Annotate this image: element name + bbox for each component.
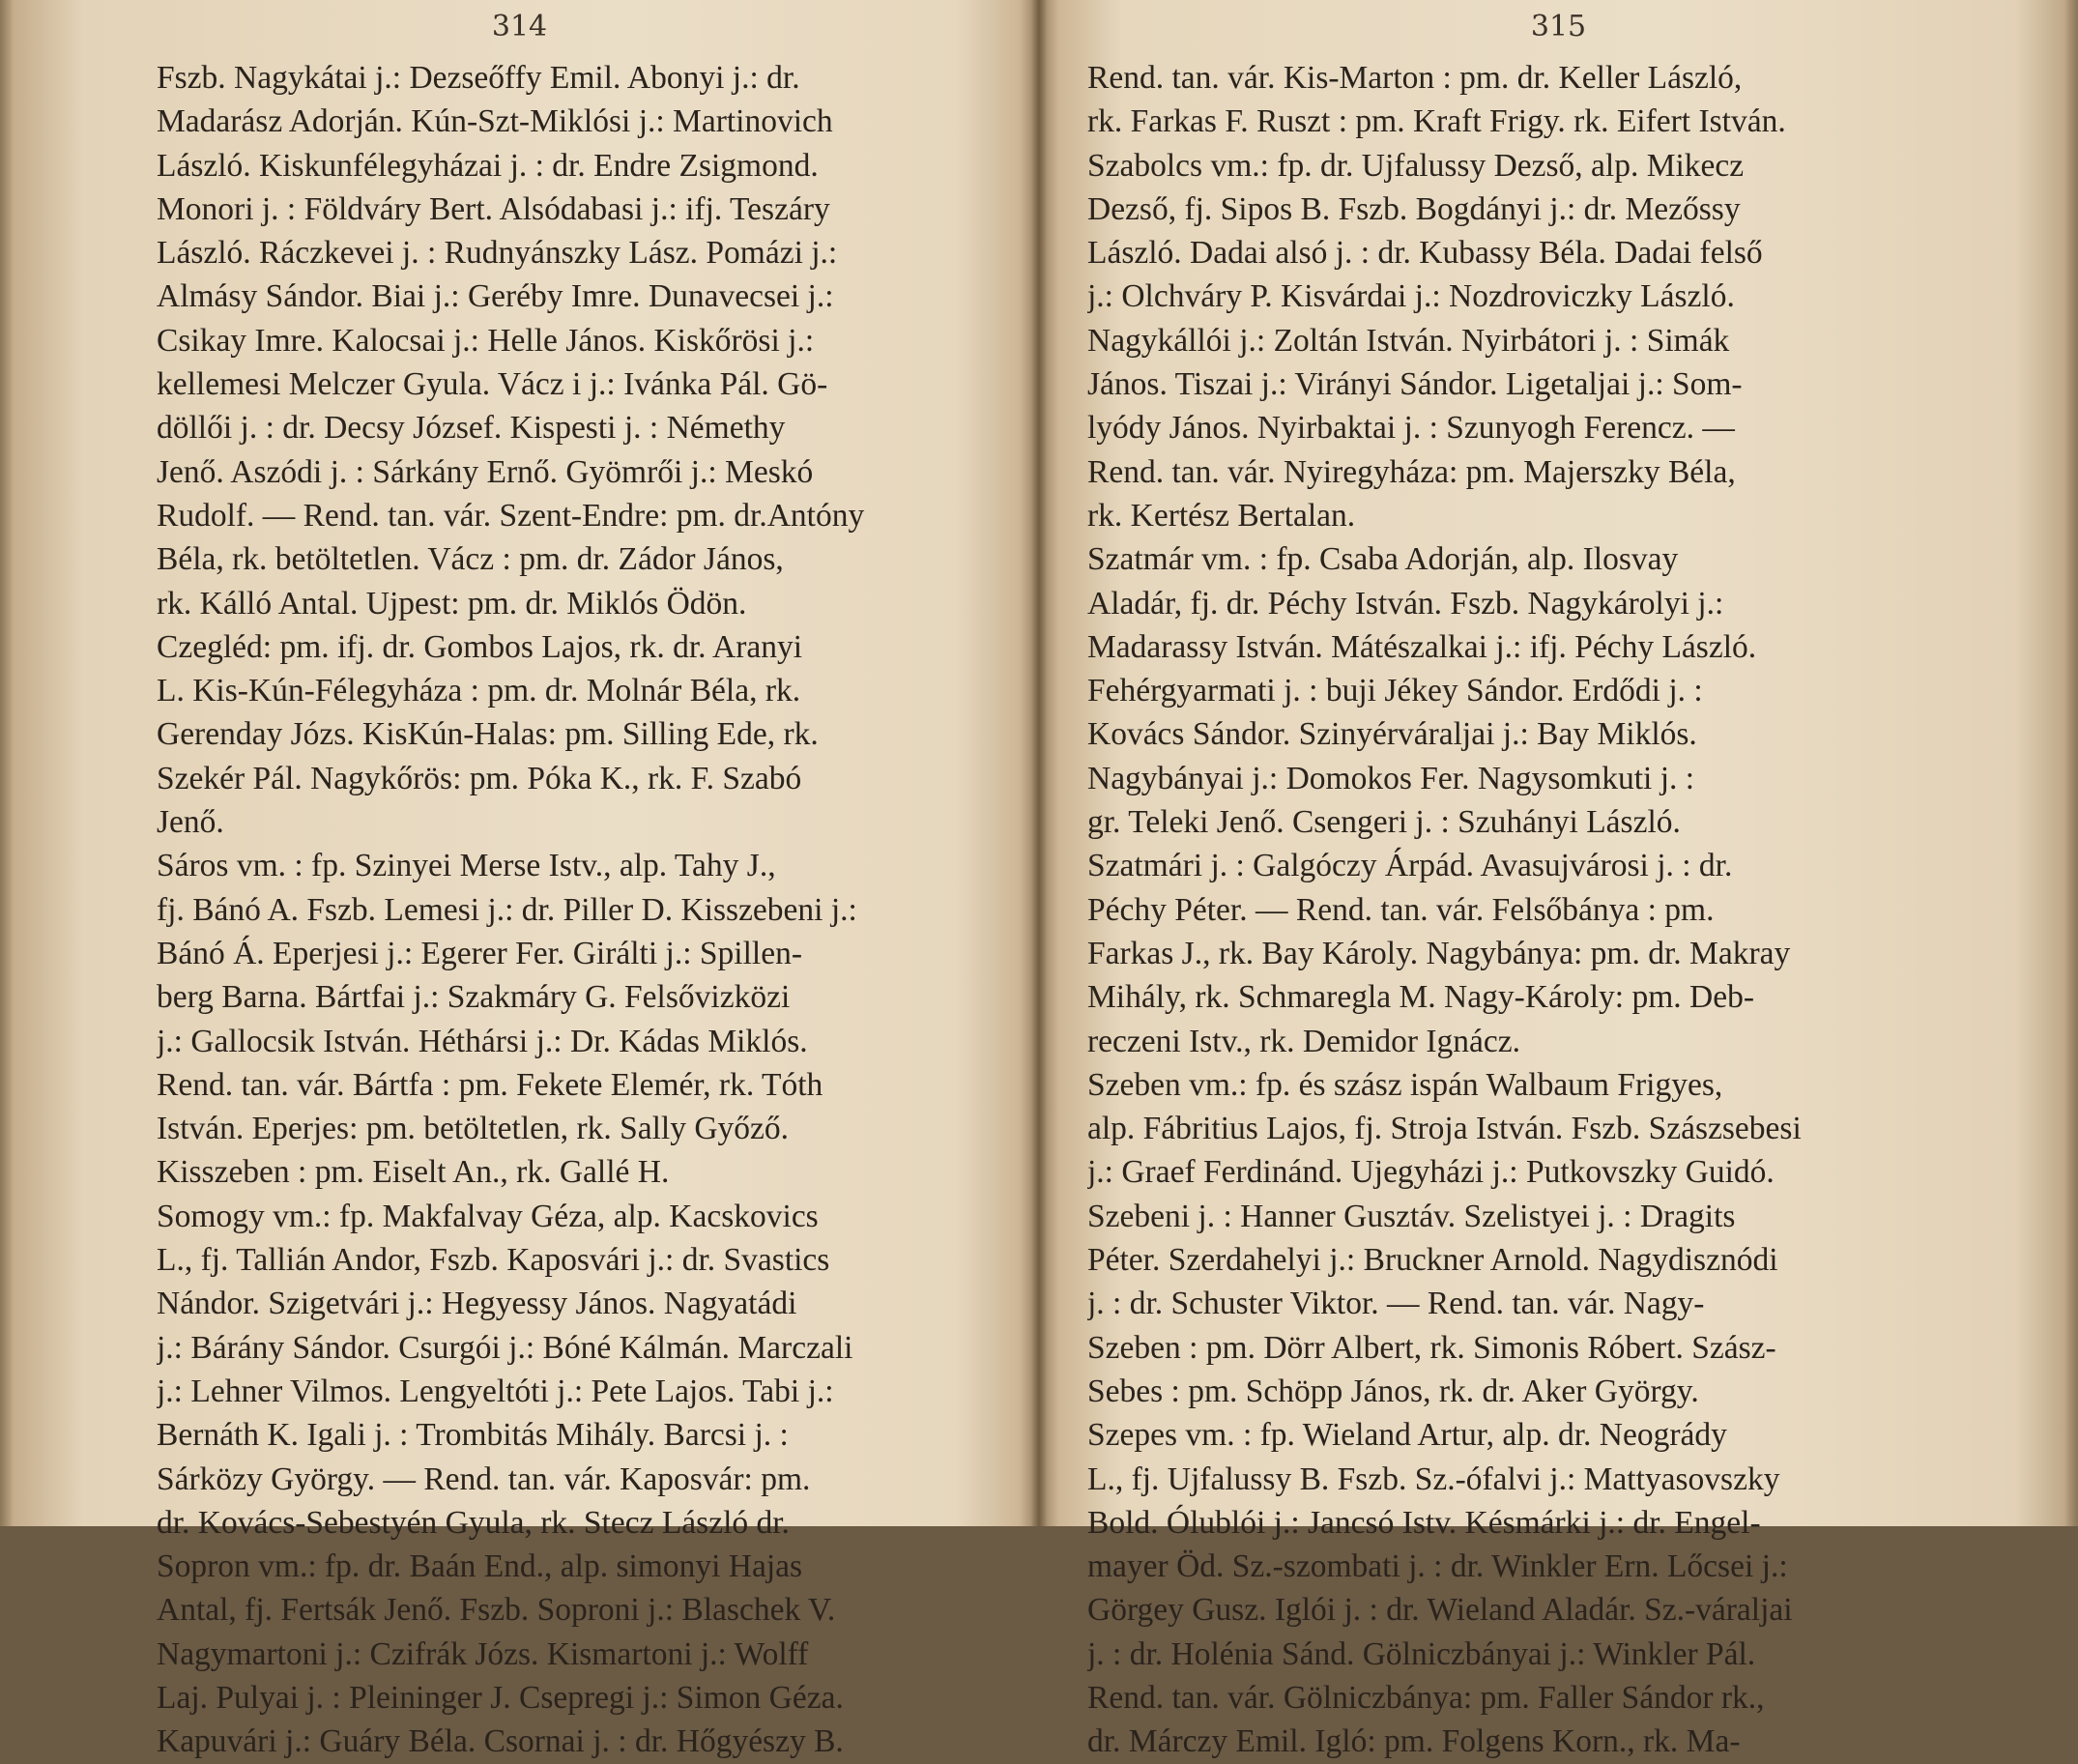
text-line: L. Kis-Kún-Félegyháza : pm. dr. Molnár Béla, rk. [157, 673, 801, 709]
text-line: alp. Fábritius Lajos, fj. Stroja István. Fszb. Szászsebesi [1087, 1111, 1802, 1147]
text-line: Dezső, fj. Sipos B. Fszb. Bogdányi j.: dr. Mezőssy [1087, 190, 1741, 227]
text-line: János. Tiszai j.: Virányi Sándor. Ligetaljai j.: Som- [1087, 366, 1743, 403]
text-line: j.: Olchváry P. Kisvárdai j.: Nozdroviczky László. [1087, 278, 1735, 315]
text-line: Béla, rk. betöltetlen. Vácz : pm. dr. Zádor János, [157, 541, 784, 578]
text-line: Bold. Ólublói j.: Jancsó Istv. Késmárki j.: dr. Engel- [1087, 1504, 1761, 1541]
text-line: rk. Kertész Bertalan. [1087, 497, 1356, 534]
text-line: Laj. Pulyai j. : Pleininger J. Csepregi j.: Simon Géza. [157, 1679, 844, 1716]
text-line: L., fj. Tallián Andor, Fszb. Kaposvári j.: dr. Svastics [157, 1242, 830, 1279]
text-line: gr. Teleki Jenő. Csengeri j. : Szuhányi László. [1087, 804, 1681, 841]
text-line: Rend. tan. vár. Bártfa : pm. Fekete Elemér, rk. Tóth [157, 1066, 823, 1103]
text-line: Mihály, rk. Schmaregla M. Nagy-Károly: pm. Deb- [1087, 979, 1754, 1016]
text-line: kellemesi Melczer Gyula. Vácz i j.: Ivánka Pál. Gö- [157, 366, 828, 403]
text-line: berg Barna. Bártfai j.: Szakmáry G. Felsővizközi [157, 979, 791, 1016]
text-line: j.: Gallocsik István. Héthársi j.: Dr. Kádas Miklós. [157, 1023, 808, 1059]
text-line: rk. Kálló Antal. Ujpest: pm. dr. Miklós Ödön. [157, 585, 747, 622]
text-line: Fehérgyarmati j. : buji Jékey Sándor. Erdődi j. : [1087, 673, 1703, 709]
text-line: Rudolf. — Rend. tan. vár. Szent-Endre: pm. dr.Antóny [157, 497, 865, 534]
text-line: Csikay Imre. Kalocsai j.: Helle János. Kiskőrösi j.: [157, 322, 815, 359]
text-line: Rend. tan. vár. Kis-Marton : pm. dr. Keller László, [1087, 60, 1743, 96]
text-line: Bánó Á. Eperjesi j.: Egerer Fer. Girálti j.: Spillen- [157, 935, 802, 971]
text-line: Somogy vm.: fp. Makfalvay Géza, alp. Kacskovics [157, 1198, 819, 1234]
text-line: Nagykállói j.: Zoltán István. Nyirbátori j. : Simák [1087, 322, 1730, 359]
text-line: Farkas J., rk. Bay Károly. Nagybánya: pm. dr. Makray [1087, 935, 1791, 971]
text-line: Monori j. : Földváry Bert. Alsódabasi j.: ifj. Teszáry [157, 190, 830, 227]
text-line: Czegléd: pm. ifj. dr. Gombos Lajos, rk. dr. Aranyi [157, 628, 803, 665]
text-line: rk. Farkas F. Ruszt : pm. Kraft Frigy. rk. Eifert István. [1087, 103, 1786, 140]
text-line: László. Ráczkevei j. : Rudnyánszky Lász. Pomázi j.: [157, 235, 838, 272]
text-line: Rend. tan. vár. Gölniczbánya: pm. Faller Sándor rk., [1087, 1679, 1765, 1716]
text-line: Péter. Szerdahelyi j.: Bruckner Arnold. Nagydisznódi [1087, 1242, 1778, 1279]
text-line: Sárközy György. — Rend. tan. vár. Kaposvár: pm. [157, 1460, 811, 1497]
text-line: Madarassy István. Mátészalkai j.: ifj. Péchy László. [1087, 628, 1757, 665]
text-line: Nagybányai j.: Domokos Fer. Nagysomkuti j. : [1087, 760, 1695, 796]
text-line: Kapuvári j.: Guáry Béla. Csornai j. : dr. Hőgyészy B. [157, 1723, 844, 1760]
text-line: Jenő. Aszódi j. : Sárkány Ernő. Gyömrői j.: Meskó [157, 453, 814, 490]
text-line: Szatmár vm. : fp. Csaba Adorján, alp. Ilosvay [1087, 541, 1679, 578]
text-line: Rend. tan. vár. Nyiregyháza: pm. Majerszky Béla, [1087, 453, 1736, 490]
text-line: Nagymartoni j.: Czifrák Józs. Kismartoni j.: Wolff [157, 1635, 809, 1672]
text-line: Szebeni j. : Hanner Gusztáv. Szelistyei j. : Dragits [1087, 1198, 1736, 1234]
text-line: reczeni Istv., rk. Demidor Ignácz. [1087, 1023, 1521, 1059]
text-line: Szeben : pm. Dörr Albert, rk. Simonis Róbert. Szász- [1087, 1329, 1776, 1366]
text-line: fj. Bánó A. Fszb. Lemesi j.: dr. Piller D. Kisszebeni j.: [157, 891, 857, 928]
text-line: István. Eperjes: pm. betöltetlen, rk. Sally Győző. [157, 1111, 790, 1147]
text-line: Bernáth K. Igali j. : Trombitás Mihály. Barcsi j. : [157, 1417, 789, 1454]
text-line: L., fj. Ujfalussy B. Fszb. Sz.-ófalvi j.: Mattyasovszky [1087, 1460, 1780, 1497]
left-page [0, 0, 1039, 1760]
book-gutter [1020, 0, 1058, 1526]
text-line: mayer Öd. Sz.-szombati j. : dr. Winkler Ern. Lőcsei j.: [1087, 1548, 1788, 1585]
text-line: Almásy Sándor. Biai j.: Geréby Imre. Dunavecsei j.: [157, 278, 834, 315]
text-line: Szekér Pál. Nagykőrös: pm. Póka K., rk. F. Szabó [157, 760, 802, 796]
text-line: Görgey Gusz. Iglói j. : dr. Wieland Aladár. Sz.-váraljai [1087, 1592, 1793, 1629]
text-line: Nándor. Szigetvári j.: Hegyessy János. Nagyatádi [157, 1286, 797, 1322]
text-line: Fszb. Nagykátai j.: Dezseőffy Emil. Abonyi j.: dr. [157, 60, 800, 96]
text-line: Szeben vm.: fp. és szász ispán Walbaum Frigyes, [1087, 1066, 1723, 1103]
text-line: Szabolcs vm.: fp. dr. Ujfalussy Dezső, alp. Mikecz [1087, 147, 1745, 184]
text-line: j.: Graef Ferdinánd. Ujegyházi j.: Putkovszky Guidó. [1087, 1154, 1775, 1191]
text-line: Szepes vm. : fp. Wieland Artur, alp. dr. Neogrády [1087, 1417, 1727, 1454]
text-line: Antal, fj. Fertsák Jenő. Fszb. Soproni j.: Blaschek V. [157, 1592, 836, 1629]
text-line: j.: Lehner Vilmos. Lengyeltóti j.: Pete Lajos. Tabi j.: [157, 1373, 834, 1409]
left-page-number: 314 [491, 10, 548, 43]
text-line: Madarász Adorján. Kún-Szt-Miklósi j.: Martinovich [157, 103, 833, 140]
text-line: Jenő. [157, 804, 224, 841]
text-line: Kisszeben : pm. Eiselt An., rk. Gallé H. [157, 1154, 670, 1191]
right-page-text [1087, 56, 1963, 1764]
text-line: j. : dr. Schuster Viktor. — Rend. tan. vár. Nagy- [1087, 1286, 1705, 1322]
text-line: László. Kiskunfélegyházai j. : dr. Endre Zsigmond. [157, 147, 819, 184]
text-line: Sebes : pm. Schöpp János, rk. dr. Aker György. [1087, 1373, 1699, 1409]
text-line: Kovács Sándor. Szinyérváraljai j.: Bay Miklós. [1087, 716, 1697, 753]
text-line: Szatmári j. : Galgóczy Árpád. Avasujvárosi j. : dr. [1087, 848, 1733, 884]
text-line: László. Dadai alsó j. : dr. Kubassy Béla. Dadai felső [1087, 235, 1763, 272]
text-line: dr. Kovács-Sebestyén Gyula, rk. Stecz László dr. [157, 1504, 790, 1541]
text-line: Gerenday Józs. KisKún-Halas: pm. Silling Ede, rk. [157, 716, 819, 753]
text-line: j.: Bárány Sándor. Csurgói j.: Bóné Kálmán. Marczali [157, 1329, 853, 1366]
text-line: dr. Márczy Emil. Igló: pm. Folgens Korn., rk. Ma- [1087, 1723, 1741, 1760]
left-page-text [157, 56, 986, 1764]
right-page [1039, 0, 2078, 1760]
text-line: Sopron vm.: fp. dr. Baán End., alp. simonyi Hajas [157, 1548, 803, 1585]
text-line: Péchy Péter. — Rend. tan. vár. Felsőbánya : pm. [1087, 891, 1715, 928]
text-line: Aladár, fj. dr. Péchy István. Fszb. Nagykárolyi j.: [1087, 585, 1724, 622]
right-page-number: 315 [1530, 10, 1587, 43]
text-line: Sáros vm. : fp. Szinyei Merse Istv., alp. Tahy J., [157, 848, 776, 884]
text-line: döllői j. : dr. Decsy József. Kispesti j. : Némethy [157, 410, 786, 447]
text-line: lyódy János. Nyirbaktai j. : Szunyogh Ferencz. — [1087, 410, 1735, 447]
text-line: j. : dr. Holénia Sánd. Gölniczbányai j.: Winkler Pál. [1087, 1635, 1756, 1672]
